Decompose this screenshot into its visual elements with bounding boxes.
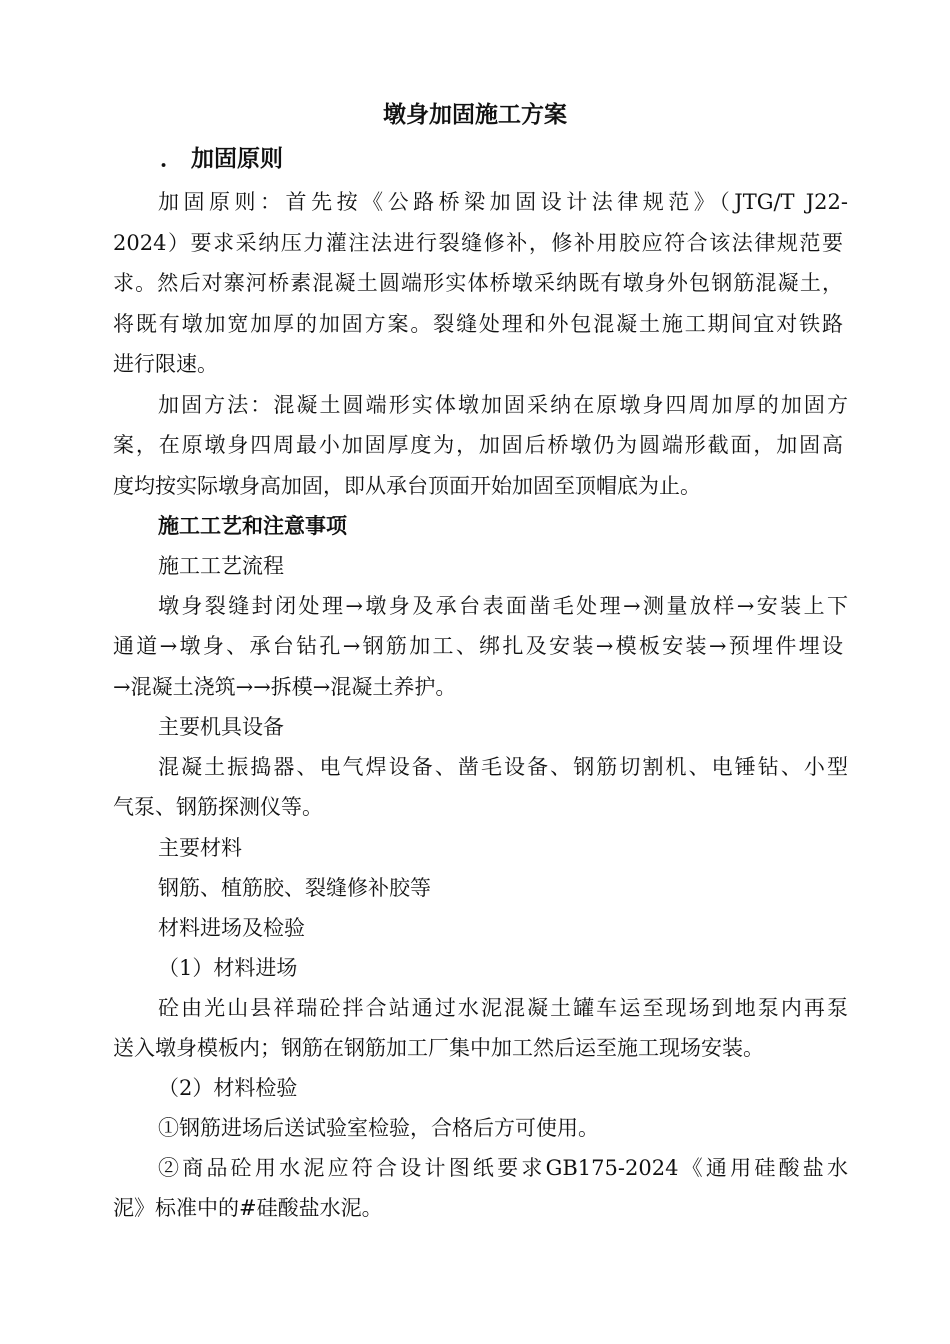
paragraph-flow-line: 墩身裂缝封闭处理→墩身及承台表面凿毛处理→测量放样→安装上下	[158, 594, 848, 618]
paragraph-principle-line: 进行限速。	[113, 352, 218, 376]
subheading-equipment: 主要机具设备	[158, 715, 284, 739]
item-heading-entry: （1）材料进场	[158, 956, 298, 980]
paragraph-method-line: 加固方法：混凝土圆端形实体墩加固采纳在原墩身四周加厚的加固方	[158, 393, 848, 417]
paragraph-principle-line: 加固原则：首先按《公路桥梁加固设计法律规范》（JTG/T J22-	[158, 190, 848, 214]
paragraph-cement-line: 泥》标准中的#硅酸盐水泥。	[113, 1196, 383, 1220]
document-title: 墩身加固施工方案	[383, 102, 567, 128]
paragraph-equipment-line: 气泵、钢筋探测仪等。	[113, 795, 323, 819]
paragraph-principle-line: 求。然后对寨河桥素混凝土圆端形实体桥墩采纳既有墩身外包钢筋混凝土，	[113, 271, 843, 295]
paragraph-equipment-line: 混凝土振捣器、电气焊设备、凿毛设备、钢筋切割机、电锤钻、小型	[158, 755, 848, 779]
paragraph-method-line: 案，在原墩身四周最小加固厚度为，加固后桥墩仍为圆端形截面，加固高	[113, 433, 843, 457]
subheading-inspection: 材料进场及检验	[158, 916, 305, 940]
paragraph-materials: 钢筋、植筋胶、裂缝修补胶等	[158, 876, 431, 900]
section-heading-principles: ． 加固原则	[160, 146, 284, 172]
paragraph-flow-line: →混凝土浇筑→→拆模→混凝土养护。	[113, 675, 457, 699]
paragraph-principle-line: 将既有墩加宽加厚的加固方案。裂缝处理和外包混凝土施工期间宜对铁路	[113, 312, 843, 336]
subheading-materials: 主要材料	[158, 836, 242, 860]
section-heading-process: 施工工艺和注意事项	[158, 514, 347, 538]
paragraph-method-line: 度均按实际墩身高加固，即从承台顶面开始加固至顶帽底为止。	[113, 474, 701, 498]
paragraph-cement-line: ②商品砼用水泥应符合设计图纸要求GB175-2024《通用硅酸盐水	[158, 1156, 848, 1180]
paragraph-rebar-inspection: ①钢筋进场后送试验室检验，合格后方可使用。	[158, 1116, 599, 1140]
item-heading-inspection: （2）材料检验	[158, 1076, 298, 1100]
paragraph-entry-line: 送入墩身模板内；钢筋在钢筋加工厂集中加工然后运至施工现场安装。	[113, 1036, 764, 1060]
paragraph-principle-line: 2024）要求采纳压力灌注法进行裂缝修补，修补用胶应符合该法律规范要	[113, 231, 843, 255]
paragraph-entry-line: 砼由光山县祥瑞砼拌合站通过水泥混凝土罐车运至现场到地泵内再泵	[158, 996, 848, 1020]
paragraph-flow-line: 通道→墩身、承台钻孔→钢筋加工、绑扎及安装→模板安装→预埋件埋设	[113, 634, 843, 658]
subheading-process-flow: 施工工艺流程	[158, 554, 284, 578]
